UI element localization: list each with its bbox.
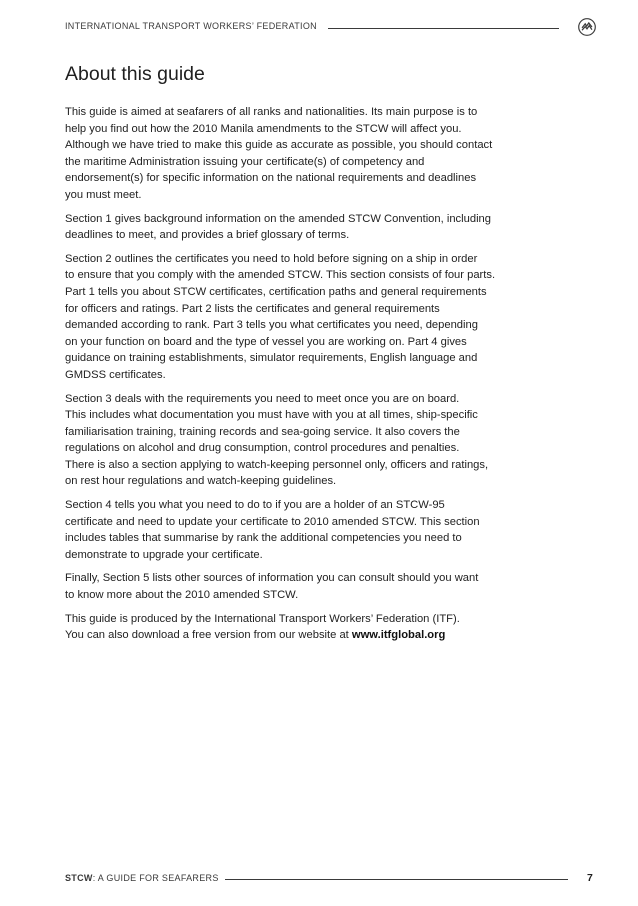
header-rule [328,28,559,29]
text-line: help you find out how the 2010 Manila amendments to the STCW will affect you. [65,122,462,135]
footer-title [65,873,219,883]
text-line: includes tables that summarise by rank the additional competencies you need to [65,532,462,545]
download-text: You can also download a free version from our website at [65,629,352,642]
text-line: GMDSS certificates. [65,368,166,381]
body-text [65,104,577,651]
text-line: familiarisation training, training records and sea-going service. It also covers the [65,425,460,438]
paragraph-section-4 [65,497,577,563]
page-footer [65,873,597,889]
text-line: There is also a section applying to watch-keeping personnel only, officers and ratings, [65,458,489,471]
text-line: to ensure that you comply with the amended STCW. This section consists of four parts. [65,269,496,282]
text-line: Section 1 gives background information on the amended STCW Convention, including [65,212,491,225]
text-line: This guide is produced by the International Transport Workers’ Federation (ITF). [65,612,460,625]
itf-logo-icon [578,18,596,36]
text-line: on rest hour regulations and watch-keeping guidelines. [65,475,337,488]
text-line: guidance on training establishments, simulator requirements, English language and [65,352,478,365]
text-line: you must meet. [65,188,142,201]
text-line: Section 3 deals with the requirements you need to meet once you are on board. [65,392,460,405]
text-line: deadlines to meet, and provides a brief glossary of terms. [65,229,350,242]
text-line: This includes what documentation you must have with you at all times, ship-specific [65,409,478,422]
footer-title-bold: STCW [65,873,93,883]
page-number: 7 [587,872,593,884]
footer-title-rest: : A GUIDE FOR SEAFARERS [92,873,219,883]
text-line: endorsement(s) for specific information on the national requirements and deadlines [65,172,477,185]
text-line: on your function on board and the type of vessel you are working on. Part 4 gives [65,335,467,348]
text-line: demanded according to rank. Part 3 tells you what certificates you need, depending [65,319,478,332]
paragraph-section-1 [65,211,577,244]
paragraph-section-3 [65,391,577,491]
header-organization: INTERNATIONAL TRANSPORT WORKERS’ FEDERATION [65,21,317,31]
paragraph-section-5 [65,570,577,603]
text-line: regulations on alcohol and drug consumption, control procedures and penalties. [65,442,460,455]
text-line [65,627,577,644]
text-line: Section 4 tells you what you need to do to if you are a holder of an STCW-95 [65,499,445,512]
page-title: About this guide [65,63,205,85]
paragraph-section-2 [65,251,577,384]
text-line: the maritime Administration issuing your certificate(s) of competency and [65,155,425,168]
paragraph-closing [65,611,577,644]
footer-rule [225,879,568,880]
page-header [65,20,597,38]
paragraph-intro [65,104,577,204]
website-link[interactable]: www.itfglobal.org [351,629,446,642]
text-line: demonstrate to upgrade your certificate. [65,548,263,561]
text-line: Finally, Section 5 lists other sources of information you can consult should you want [65,572,479,585]
text-line: for officers and ratings. Part 2 lists the certificates and general requirements [65,302,440,315]
text-line: Part 1 tells you about STCW certificates, certification paths and general requirements [65,285,487,298]
text-line: Although we have tried to make this guide as accurate as possible, you should contact [65,139,493,152]
text-line: This guide is aimed at seafarers of all ranks and nationalities. Its main purpose is to [65,106,478,118]
text-line: to know more about the 2010 amended STCW. [65,589,299,602]
text-line: Section 2 outlines the certificates you need to hold before signing on a ship in order [65,252,478,265]
text-line: certificate and need to update your certificate to 2010 amended STCW. This section [65,515,480,528]
